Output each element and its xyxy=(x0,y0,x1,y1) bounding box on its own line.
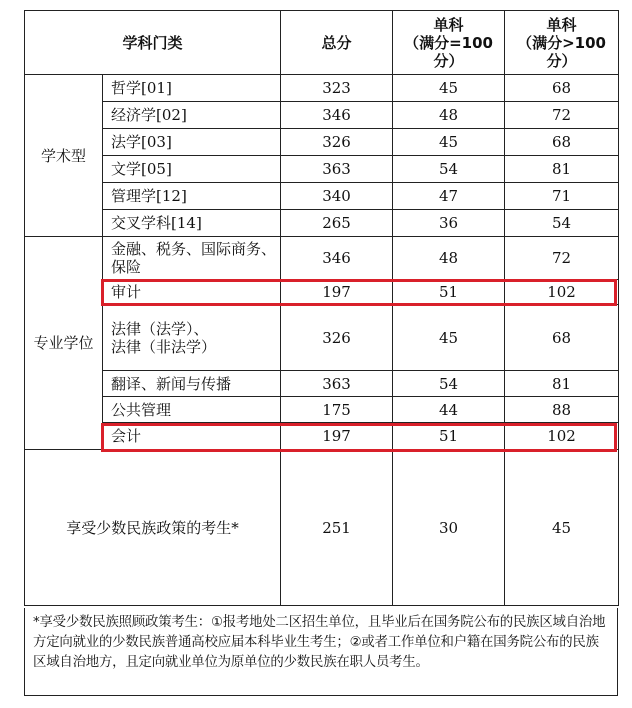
table-row xyxy=(25,183,619,210)
score-table xyxy=(24,10,619,606)
group-label-professional: 专业学位 xyxy=(25,237,103,450)
minority-s100: 30 xyxy=(393,450,505,606)
row-name: 会计 xyxy=(103,423,281,450)
row-name: 审计 xyxy=(103,280,281,305)
row-name: 交叉学科[14] xyxy=(103,210,281,237)
header-row xyxy=(25,11,619,75)
row-name: 法学[03] xyxy=(103,129,281,156)
row-sgt100: 81 xyxy=(505,156,619,183)
row-total: 326 xyxy=(281,129,393,156)
table-row xyxy=(25,129,619,156)
row-name xyxy=(103,305,281,371)
row-s100: 45 xyxy=(393,305,505,371)
row-s100: 44 xyxy=(393,397,505,423)
row-s100: 51 xyxy=(393,280,505,305)
score-document xyxy=(24,10,618,696)
row-total: 323 xyxy=(281,75,393,102)
table-row xyxy=(25,156,619,183)
row-s100: 36 xyxy=(393,210,505,237)
header-category: 学科门类 xyxy=(25,11,281,75)
table-row-highlighted xyxy=(25,423,619,450)
minority-row xyxy=(25,450,619,606)
group-label-academic: 学术型 xyxy=(25,75,103,237)
row-name-text: 法律（法学）、 法律（非法学） xyxy=(111,319,217,356)
header-single-gt100 xyxy=(505,11,619,75)
row-total: 363 xyxy=(281,371,393,397)
row-sgt100: 68 xyxy=(505,305,619,371)
minority-sgt100: 45 xyxy=(505,450,619,606)
footnote: *享受少数民族照顾政策考生：①报考地处二区招生单位，且毕业后在国务院公布的民族区域自治地方定向就业的少数民族普通高校应届本科毕业生考生；②或者工作单位和户籍在国务院公布的民族区域自治地方，且定向就业单位为原单位的少数民族在职人员考生。 xyxy=(24,608,618,696)
row-name: 管理学[12] xyxy=(103,183,281,210)
table-row xyxy=(25,305,619,371)
row-name: 文学[05] xyxy=(103,156,281,183)
header-single-100 xyxy=(393,11,505,75)
table-row xyxy=(25,397,619,423)
row-s100: 54 xyxy=(393,371,505,397)
table-row xyxy=(25,237,619,280)
row-total: 346 xyxy=(281,237,393,280)
row-total: 175 xyxy=(281,397,393,423)
row-sgt100: 81 xyxy=(505,371,619,397)
header-single-gt100-text: 单科 （满分>100 分） xyxy=(517,15,606,70)
row-sgt100: 102 xyxy=(505,280,619,305)
row-name: 翻译、新闻与传播 xyxy=(103,371,281,397)
row-total: 340 xyxy=(281,183,393,210)
row-sgt100: 88 xyxy=(505,397,619,423)
table-row xyxy=(25,210,619,237)
row-sgt100: 68 xyxy=(505,129,619,156)
row-sgt100: 72 xyxy=(505,102,619,129)
row-total: 197 xyxy=(281,280,393,305)
row-s100: 54 xyxy=(393,156,505,183)
row-name xyxy=(103,237,281,280)
row-sgt100: 102 xyxy=(505,423,619,450)
row-s100: 47 xyxy=(393,183,505,210)
row-total: 197 xyxy=(281,423,393,450)
header-single-100-text: 单科 （满分=100 分） xyxy=(404,15,493,70)
row-total: 363 xyxy=(281,156,393,183)
table-row-highlighted xyxy=(25,280,619,305)
row-total: 346 xyxy=(281,102,393,129)
row-s100: 45 xyxy=(393,129,505,156)
row-s100: 51 xyxy=(393,423,505,450)
row-name-text: 金融、税务、国际商务、 保险 xyxy=(111,240,277,276)
minority-total: 251 xyxy=(281,450,393,606)
row-total: 326 xyxy=(281,305,393,371)
row-sgt100: 71 xyxy=(505,183,619,210)
row-name: 哲学[01] xyxy=(103,75,281,102)
row-total: 265 xyxy=(281,210,393,237)
row-s100: 45 xyxy=(393,75,505,102)
row-s100: 48 xyxy=(393,102,505,129)
header-total: 总分 xyxy=(281,11,393,75)
row-name: 经济学[02] xyxy=(103,102,281,129)
row-sgt100: 72 xyxy=(505,237,619,280)
minority-name: 享受少数民族政策的考生* xyxy=(25,450,281,606)
row-sgt100: 68 xyxy=(505,75,619,102)
row-name: 公共管理 xyxy=(103,397,281,423)
table-row xyxy=(25,75,619,102)
table-row xyxy=(25,102,619,129)
row-sgt100: 54 xyxy=(505,210,619,237)
table-row xyxy=(25,371,619,397)
row-s100: 48 xyxy=(393,237,505,280)
